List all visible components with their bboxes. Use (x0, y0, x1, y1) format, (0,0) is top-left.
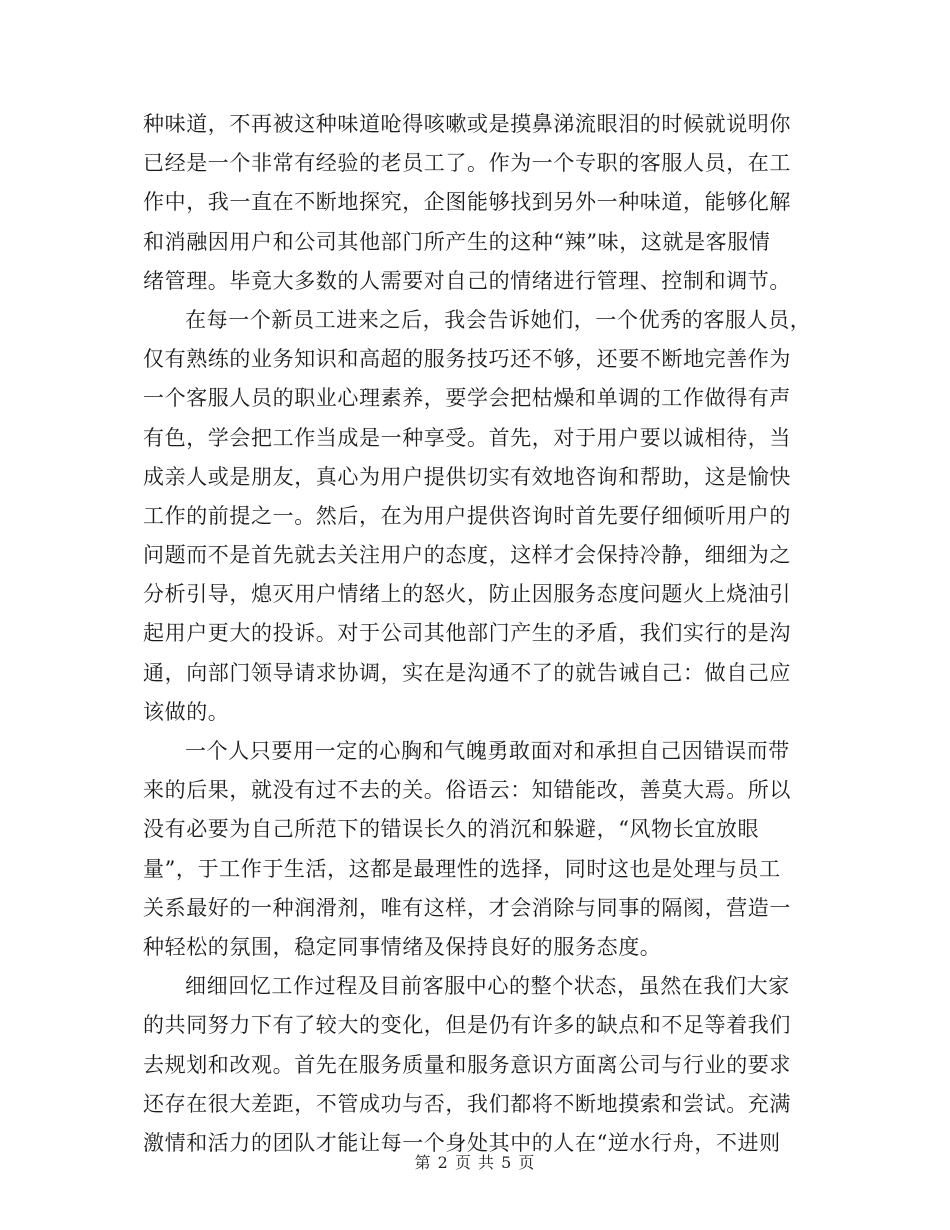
text-line: 去规划和改观。首先在服务质量和服务意识方面离公司与行业的要求 (143, 1052, 791, 1077)
text-line: 种味道，不再被这种味道呛得咳嗽或是摸鼻涕流眼泪的时候就说明你 (143, 112, 791, 136)
text-line: 激情和活力的团队才能让每一个身处其中的人在“逆水行舟，不进则 (143, 1130, 781, 1155)
text-line: 成亲人或是朋友，真心为用户提供切实有效地咨询和帮助，这是愉快 (143, 464, 791, 489)
text-line: 有色，学会把工作当成是一种享受。首先，对于用户要以诚相待，当 (143, 425, 791, 450)
text-line: 还存在很大差距，不管成功与否，我们都将不断地摸索和尝试。充满 (143, 1091, 791, 1116)
text-line: 分析引导，熄灭用户情绪上的怒火，防止因服务态度问题火上烧油引 (143, 582, 791, 607)
paragraph (143, 105, 807, 301)
text-line: 关系最好的一种润滑剂，唯有这样，才会消除与同事的隔阂，营造一 (143, 895, 791, 920)
text-line: 起用户更大的投诉。对于公司其他部门产生的矛盾，我们实行的是沟 (143, 621, 791, 646)
text-line: 通，向部门领导请求协调，实在是沟通不了的就告诫自己：做自己应 (143, 660, 791, 685)
text-line: 绪管理。毕竟大多数的人需要对自己的情绪进行管理、控制和调节。 (143, 268, 791, 293)
text-line: 细细回忆工作过程及目前客服中心的整个状态，虽然在我们大家 (185, 974, 790, 999)
paragraph (143, 732, 807, 967)
text-line: 仅有熟练的业务知识和高超的服务技巧还不够，还要不断地完善作为 (143, 347, 791, 372)
paragraph (143, 967, 807, 1163)
text-line: 量”，于工作于生活，这都是最理性的选择，同时这也是处理与员工 (143, 856, 781, 881)
document-body (143, 105, 812, 1163)
text-line: 没有必要为自己所范下的错误长久的消沉和躲避，“风物长宜放眼 (143, 817, 760, 842)
text-line: 已经是一个非常有经验的老员工了。作为一个专职的客服人员，在工 (143, 151, 791, 176)
text-line: 来的后果，就没有过不去的关。俗语云：知错能改，善莫大焉。所以 (143, 778, 791, 803)
text-line: 该做的。 (143, 699, 230, 724)
text-line: 一个客服人员的职业心理素养，要学会把枯燥和单调的工作做得有声 (143, 386, 791, 411)
text-line: 在每一个新员工进来之后，我会告诉她们，一个优秀的客服人员， (185, 307, 812, 332)
paragraph (143, 301, 812, 732)
text-line: 一个人只要用一定的心胸和气魄勇敢面对和承担自己因错误而带 (185, 739, 790, 763)
text-line: 种轻松的氛围，稳定同事情绪及保持良好的服务态度。 (143, 934, 662, 959)
text-line: 工作的前提之一。然后，在为用户提供咨询时首先要仔细倾听用户的 (143, 503, 791, 528)
text-line: 和消融因用户和公司其他部门所产生的这种“辣”味，这就是客服情 (143, 229, 771, 254)
page-footer: 第 2 页 共 5 页 (414, 1153, 536, 1172)
text-line: 作中，我一直在不断地探究，企图能够找到另外一种味道，能够化解 (143, 190, 791, 215)
text-line: 问题而不是首先就去关注用户的态度，这样才会保持冷静，细细为之 (143, 543, 791, 568)
text-line: 的共同努力下有了较大的变化，但是仍有许多的缺点和不足等着我们 (143, 1013, 791, 1038)
